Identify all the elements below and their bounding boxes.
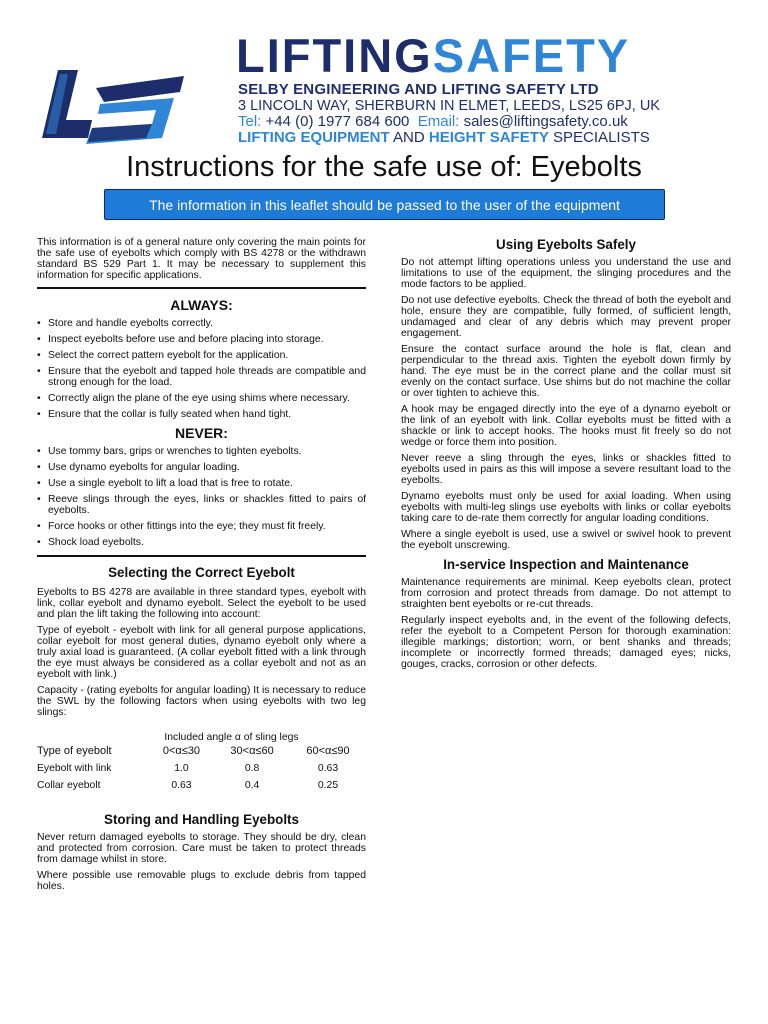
always-heading: ALWAYS:	[170, 297, 233, 313]
table-header-cell: 60<α≤90	[306, 745, 350, 757]
intro-paragraph: This information is of a general nature only covering the main points for the safe use of eyebolts which comply with BS 4278 or the withdrawn standard BS 529 Part 1. It may be necessary to supplement this information for specific applications.	[37, 237, 366, 281]
tagline-and: AND	[393, 129, 425, 146]
right-column	[401, 237, 731, 675]
list-item: • Correctly align the plane of the eye using shims where necessary.	[37, 393, 366, 404]
using-paragraph: Dynamo eyebolts must only be used for axial loading. When using eyebolts with multi-leg slings use eyebolts with links or collar eyebolts taking care to de-rate them correctly for angular loading conditions.	[401, 491, 731, 524]
table-header-cell: 30<α≤60	[230, 745, 274, 757]
table-row	[37, 777, 366, 794]
selecting-paragraph: Capacity - (rating eyebolts for angular loading) It is necessary to reduce the SWL by the following factors when using eyebolts with two leg slings:	[37, 685, 366, 718]
info-banner: The information in this leaflet should be passed to the user of the equipment	[104, 189, 665, 220]
table-cell: 0.4	[244, 780, 260, 791]
tagline-height-safety: HEIGHT SAFETY	[428, 129, 549, 146]
page-title: Instructions for the safe use of: Eyebolts	[126, 151, 642, 183]
tel-label: Tel:	[238, 113, 262, 130]
using-paragraph: Do not use defective eyebolts. Check the thread of both the eyebolt and hole, ensure they are compatible, fully formed, of sufficient length, undamaged and clear of any debris which may prevent proper engagement.	[401, 295, 731, 339]
company-name: SELBY ENGINEERING AND LIFTING SAFETY LTD	[238, 81, 599, 98]
table-cell: Collar eyebolt	[37, 780, 101, 791]
using-paragraph: Do not attempt lifting operations unless you understand the use and limitations to use of the equipment, the slinging procedures and the mode factors to be applied.	[401, 257, 731, 290]
company-address: 3 LINCOLN WAY, SHERBURN IN ELMET, LEEDS, LS25 6PJ, UK	[238, 98, 660, 114]
left-column	[37, 237, 366, 897]
list-item: • Force hooks or other fittings into the eye; they must fit freely.	[37, 521, 366, 532]
table-cell: 1.0	[174, 763, 189, 774]
selecting-paragraph: Eyebolts to BS 4278 are available in three standard types, eyebolt with link, collar eyebolt and dynamo eyebolt. Select the eyebolt to be used and plan the lift taking the following into account:	[37, 587, 366, 620]
divider	[37, 287, 366, 289]
list-item: • Ensure that the eyebolt and tapped hole threads are compatible and strong enough for the load.	[37, 366, 366, 388]
tagline	[238, 130, 650, 145]
table-cell: 0.8	[244, 763, 260, 774]
list-item: • Use dynamo eyebolts for angular loading.	[37, 462, 366, 473]
list-item: • Use a single eyebolt to lift a load that is free to rotate.	[37, 478, 366, 489]
inspection-heading: In-service Inspection and Maintenance	[443, 557, 689, 572]
list-item: • Select the correct pattern eyebolt for the application.	[37, 350, 366, 361]
using-heading: Using Eyebolts Safely	[496, 237, 636, 252]
table-header-row	[37, 743, 366, 760]
using-paragraph: Never reeve a sling through the eyes, links or shackles fitted to eyebolts used in pairs as this will impose a severe resultant load to the eyebolts.	[401, 453, 731, 486]
selecting-heading: Selecting the Correct Eyebolt	[108, 565, 295, 580]
using-paragraph: Where a single eyebolt is used, use a swivel or swivel hook to prevent the eyebolt unscrewing.	[401, 529, 731, 551]
contact-line	[238, 114, 628, 129]
brand-name	[236, 29, 631, 82]
storing-heading: Storing and Handling Eyebolts	[104, 812, 299, 827]
table-row	[37, 760, 366, 777]
table-header-cell: 0<α≤30	[162, 745, 201, 757]
list-item: • Ensure that the collar is fully seated when hand tight.	[37, 409, 366, 420]
table-header-cell: Type of eyebolt	[37, 745, 112, 757]
company-logo	[34, 48, 194, 148]
list-item: • Inspect eyebolts before use and before placing into storage.	[37, 334, 366, 345]
capacity-table	[37, 743, 366, 794]
always-list	[37, 318, 366, 420]
table-cell: 0.63	[317, 763, 339, 774]
table-caption: Included angle α of sling legs	[164, 732, 299, 743]
email-value[interactable]: sales@liftingsafety.co.uk	[463, 113, 628, 130]
tel-value: +44 (0) 1977 684 600	[265, 113, 410, 130]
storing-paragraph: Where possible use removable plugs to exclude debris from tapped holes.	[37, 870, 366, 892]
using-paragraph: Ensure the contact surface around the hole is flat, clean and perpendicular to the thread axis. Tighten the eyebolt down firmly by hand. The eye must be in the correct plane and the collar must sit evenly on the contact surface. Use shims but do not machine the collar or over tighten to achieve this.	[401, 344, 731, 399]
divider	[37, 555, 366, 557]
never-heading: NEVER:	[175, 425, 228, 441]
email-label: Email:	[417, 113, 460, 130]
list-item: • Store and handle eyebolts correctly.	[37, 318, 366, 329]
list-item: • Use tommy bars, grips or wrenches to tighten eyebolts.	[37, 446, 366, 457]
inspection-paragraph: Maintenance requirements are minimal. Keep eyebolts clean, protect from corrosion and protect threads from damage. Do not attempt to straighten bent eyebolts or re-cut threads.	[401, 577, 731, 610]
brand-safety: SAFETY	[432, 29, 631, 82]
tagline-lifting-equipment: LIFTING EQUIPMENT	[238, 129, 390, 146]
list-item: • Shock load eyebolts.	[37, 537, 366, 548]
table-cell: 0.25	[317, 780, 339, 791]
storing-paragraph: Never return damaged eyebolts to storage. They should be dry, clean and protected from corrosion. Care must be taken to protect threads from damage whilst in store.	[37, 832, 366, 865]
tagline-specialists: SPECIALISTS	[553, 129, 650, 146]
never-list	[37, 446, 366, 548]
table-cell: 0.63	[171, 780, 192, 791]
table-cell: Eyebolt with link	[37, 763, 112, 774]
using-paragraph: A hook may be engaged directly into the eye of a dynamo eyebolt or the link of an eyebolt with link. Collar eyebolts must be fitted with a shackle or link to accept hooks. The hooks must fit freely so do not wedge or force them into position.	[401, 404, 731, 448]
inspection-paragraph: Regularly inspect eyebolts and, in the event of the following defects, refer the eyebolt to a Competent Person for thorough examination: illegible markings; distortion; worn, or bent shanks and threads; incomplete or incorrectly formed threads; damaged eyes; nicks, gouges, cracks, corrosion or other defects.	[401, 615, 731, 670]
brand-lifting: LIFTING	[236, 29, 433, 82]
list-item: • Reeve slings through the eyes, links or shackles fitted to pairs of eyebolts.	[37, 494, 366, 516]
selecting-paragraph: Type of eyebolt - eyebolt with link for all general purpose applications, collar eyebolt for most general duties, dynamo eyebolt only where a truly axial load is guaranteed. (A collar eyebolt fitted with a link through the eye must always be considered as a collar eyebolt and not as an eyebolt with link.)	[37, 625, 366, 680]
